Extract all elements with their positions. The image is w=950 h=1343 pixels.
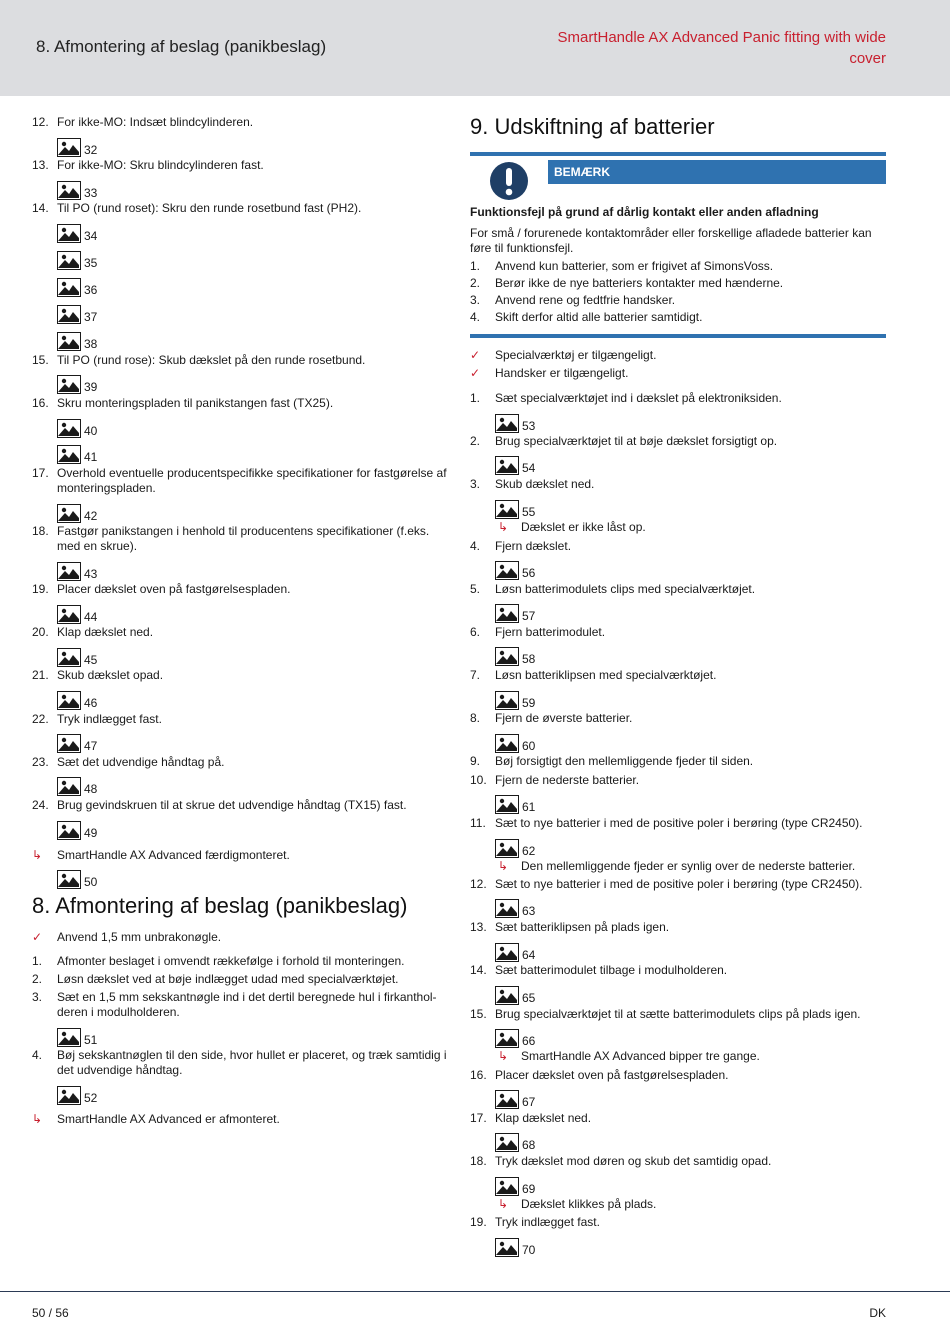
- step-number: 16.: [470, 1068, 487, 1082]
- figure-reference: [57, 331, 97, 351]
- notice-item-number: 3.: [470, 293, 481, 307]
- figure-number: 53: [522, 419, 536, 433]
- step-text: Skub dækslet opad.: [57, 668, 164, 682]
- result-item: [32, 1112, 447, 1127]
- step-text: SmartHandle AX Advanced er afmonteret.: [57, 1112, 280, 1126]
- step-item: [470, 1215, 886, 1230]
- image-icon: [495, 839, 519, 858]
- figure-number: 40: [84, 424, 98, 438]
- step-number: 5.: [470, 582, 481, 596]
- figure-reference: [57, 561, 97, 581]
- step-text: Tryk dækslet mod døren og skub det samtidig opad.: [495, 1154, 772, 1168]
- figure-reference: [57, 250, 97, 270]
- figure-reference: [57, 374, 97, 394]
- image-icon: [57, 777, 81, 796]
- notice-tag: BEMÆRK: [548, 160, 886, 184]
- step-text: Brug specialværktøjet til at sætte batterimodulets clips på plads igen.: [495, 1007, 861, 1021]
- notice-item-text: Anvend kun batterier, som er frigivet af SimonsVoss.: [495, 259, 774, 273]
- step-number: 12.: [470, 877, 487, 891]
- notice-intro: For små / forurenede kontaktområder eller forskellige afladede batterier kan føre til funktionsfejl.: [470, 226, 872, 255]
- step-item: [470, 539, 886, 554]
- notice-top-bar: [470, 152, 886, 156]
- step-text: Løsn dækslet ved at bøje indlægget udad med specialværktøjet.: [57, 972, 399, 986]
- step-number: 22.: [32, 712, 49, 726]
- notice-item-text: Anvend rene og fedtfrie handsker.: [495, 293, 676, 307]
- figure-number: 58: [522, 652, 536, 666]
- image-icon: [495, 1238, 519, 1257]
- page-header: [0, 0, 950, 96]
- figure-reference: [495, 1089, 535, 1109]
- figure-reference: [495, 1132, 535, 1152]
- figure-number: 56: [522, 566, 536, 580]
- page-number: 50 / 56: [32, 1306, 69, 1320]
- step-text: Handsker er tilgængeligt.: [495, 366, 629, 380]
- image-icon: [495, 1133, 519, 1152]
- step-number: 20.: [32, 625, 49, 639]
- product-title-line1: SmartHandle AX Advanced Panic fitting with wide: [557, 29, 886, 46]
- image-icon: [495, 1029, 519, 1048]
- step-text: Dækslet klikkes på plads.: [521, 1197, 657, 1211]
- figure-reference: [57, 820, 97, 840]
- step-item: [32, 625, 447, 640]
- image-icon: [57, 278, 81, 297]
- figure-reference: [495, 413, 535, 433]
- notice-body: [470, 226, 886, 325]
- step-text: Fjern dækslet.: [495, 539, 572, 553]
- notice-item: [470, 310, 886, 325]
- step-number: 23.: [32, 755, 49, 769]
- image-icon: [495, 986, 519, 1005]
- notice-item: [470, 276, 886, 291]
- figure-number: 42: [84, 509, 98, 523]
- figure-reference: [57, 869, 97, 889]
- figure-number: 69: [522, 1182, 536, 1196]
- step-item: [32, 466, 447, 496]
- figure-reference: [495, 794, 535, 814]
- figure-reference: [57, 223, 97, 243]
- figure-number: 32: [84, 143, 98, 157]
- step-item: [470, 582, 886, 597]
- figure-number: 36: [84, 283, 98, 297]
- figure-number: 45: [84, 653, 98, 667]
- result-arrow: ↳: [497, 520, 508, 534]
- figure-reference: [57, 503, 97, 523]
- image-icon: [495, 561, 519, 580]
- image-icon: [57, 445, 81, 464]
- result-arrow: ↳: [497, 859, 508, 873]
- step-text: Løsn batterimodulets clips med specialværktøjet.: [495, 582, 756, 596]
- figure-number: 57: [522, 609, 536, 623]
- step-item: [470, 668, 886, 683]
- step-number: 21.: [32, 668, 49, 682]
- image-icon: [495, 795, 519, 814]
- figure-reference: [57, 1085, 97, 1105]
- step-text: Anvend 1,5 mm unbrakonøgle.: [57, 930, 222, 944]
- step-number: 14.: [470, 963, 487, 977]
- step-text: Sæt en 1,5 mm sekskantnøgle ind i det dertil beregnede hul i firkanthol-deren i modulholderen.: [57, 990, 437, 1019]
- step-item: [470, 963, 886, 978]
- figure-reference: [57, 304, 97, 324]
- step-text: Den mellemliggende fjeder er synlig over de nederste batterier.: [521, 859, 856, 873]
- step-number: 13.: [470, 920, 487, 934]
- step-item: [32, 712, 447, 727]
- figure-reference: [495, 942, 535, 962]
- step-number: 18.: [32, 524, 49, 538]
- figure-number: 70: [522, 1243, 536, 1257]
- image-icon: [495, 647, 519, 666]
- step-text: For ikke-MO: Indsæt blindcylinderen.: [57, 115, 254, 129]
- section9-title: 9. Udskiftning af batterier: [470, 114, 715, 139]
- figure-reference: [495, 1028, 535, 1048]
- notice-item-text: Berør ikke de nye batteriers kontakter med hænderne.: [495, 276, 784, 290]
- figure-reference: [57, 418, 97, 438]
- step-number: 1.: [32, 954, 43, 968]
- image-icon: [57, 332, 81, 351]
- requirement-item: [470, 348, 886, 363]
- figure-number: 46: [84, 696, 98, 710]
- image-icon: [57, 251, 81, 270]
- step-item: [32, 582, 447, 597]
- step-text: Sæt batterimodulet tilbage i modulholderen.: [495, 963, 728, 977]
- step-item: [470, 625, 886, 640]
- figure-number: 39: [84, 380, 98, 394]
- step-number: 12.: [32, 115, 49, 129]
- figure-number: 50: [84, 875, 98, 889]
- notice-bottom-bar: [470, 334, 886, 338]
- step-item: [32, 201, 447, 216]
- notice-item: [470, 259, 886, 274]
- footer-divider: [0, 1291, 950, 1292]
- step-number: 13.: [32, 158, 49, 172]
- figure-number: 67: [522, 1095, 536, 1109]
- figure-reference: [495, 603, 535, 623]
- product-title-line2: cover: [849, 50, 886, 67]
- step-item: [470, 1068, 886, 1083]
- step-text: Klap dækslet ned.: [57, 625, 154, 639]
- chapter-title: 8. Afmontering af beslag (panikbeslag): [36, 37, 327, 56]
- image-icon: [57, 870, 81, 889]
- result-arrow: ↳: [497, 1049, 508, 1063]
- result-item: [470, 1197, 886, 1212]
- step-number: 11.: [470, 816, 486, 830]
- step-text: Fastgør panikstangen i henhold til producentens specifikationer (f.eks. med en skrue).: [57, 524, 430, 553]
- result-arrow: ↳: [497, 1197, 508, 1211]
- step-item: [32, 396, 447, 411]
- figure-number: 51: [84, 1033, 98, 1047]
- figure-number: 63: [522, 904, 536, 918]
- step-item: [470, 1154, 886, 1169]
- notice-item-number: 1.: [470, 259, 481, 273]
- step-number: 14.: [32, 201, 49, 215]
- figure-reference: [495, 985, 535, 1005]
- figure-number: 59: [522, 696, 536, 710]
- figure-number: 68: [522, 1138, 536, 1152]
- step-number: 17.: [470, 1111, 487, 1125]
- image-icon: [495, 414, 519, 433]
- step-number: 4.: [32, 1048, 43, 1062]
- step-item: [470, 477, 886, 492]
- step-item: [470, 754, 886, 769]
- step-text: Tryk indlægget fast.: [495, 1215, 600, 1229]
- step-item: [32, 755, 447, 770]
- notice-title: Funktionsfejl på grund af dårlig kontakt eller anden afladning: [470, 205, 819, 219]
- figure-reference: [57, 137, 97, 157]
- step-number: 6.: [470, 625, 481, 639]
- product-title: [506, 27, 886, 69]
- step-text: Til PO (rund rose): Skub dækslet på den runde rosetbund.: [57, 353, 366, 367]
- step-item: [470, 920, 886, 935]
- figure-reference: [495, 455, 535, 475]
- step-number: 1.: [470, 391, 481, 405]
- step-number: 2.: [470, 434, 481, 448]
- figure-number: 41: [84, 450, 98, 464]
- step-text: Løsn batteriklipsen med specialværktøjet.: [495, 668, 717, 682]
- step-text: Skru monteringspladen til panikstangen fast (TX25).: [57, 396, 334, 410]
- step-text: Fjern de øverste batterier.: [495, 711, 633, 725]
- step-item: [470, 434, 886, 449]
- step-text: Skub dækslet ned.: [495, 477, 595, 491]
- figure-reference: [57, 180, 97, 200]
- step-number: 3.: [470, 477, 481, 491]
- image-icon: [495, 604, 519, 623]
- step-number: 19.: [470, 1215, 487, 1229]
- step-item: [32, 668, 447, 683]
- image-icon: [495, 500, 519, 519]
- exclamation-icon: [489, 161, 529, 201]
- step-number: 24.: [32, 798, 49, 812]
- notice-item-text: Skift derfor altid alle batterier samtidigt.: [495, 310, 703, 324]
- step-item: [470, 711, 886, 726]
- step-text: SmartHandle AX Advanced færdigmonteret.: [57, 848, 290, 862]
- step-number: 3.: [32, 990, 43, 1004]
- step-text: Sæt specialværktøjet ind i dækslet på elektroniksiden.: [495, 391, 782, 405]
- figure-number: 66: [522, 1034, 536, 1048]
- figure-reference: [57, 604, 97, 624]
- image-icon: [57, 821, 81, 840]
- figure-number: 35: [84, 256, 98, 270]
- image-icon: [495, 456, 519, 475]
- result-item: [32, 848, 447, 863]
- step-number: 19.: [32, 582, 49, 596]
- figure-reference: [495, 499, 535, 519]
- figure-reference: [57, 647, 97, 667]
- step-text: Tryk indlægget fast.: [57, 712, 162, 726]
- step-number: 8.: [470, 711, 481, 725]
- language-code: DK: [869, 1306, 886, 1320]
- notice-item: [470, 293, 886, 308]
- step-item: [32, 954, 447, 969]
- image-icon: [57, 1028, 81, 1047]
- section8-title: 8. Afmontering af beslag (panikbeslag): [32, 893, 408, 918]
- figure-reference: [57, 776, 97, 796]
- figure-number: 64: [522, 948, 536, 962]
- figure-number: 47: [84, 739, 98, 753]
- figure-number: 34: [84, 229, 98, 243]
- step-text: Sæt det udvendige håndtag på.: [57, 755, 225, 769]
- step-number: 17.: [32, 466, 49, 480]
- step-text: Klap dækslet ned.: [495, 1111, 592, 1125]
- step-item: [470, 773, 886, 788]
- figure-reference: [495, 1237, 535, 1257]
- step-text: Sæt to nye batterier i med de positive poler i berøring (type CR2450).: [495, 816, 863, 830]
- notice-list: [470, 259, 886, 325]
- figure-reference: [495, 646, 535, 666]
- step-text: Til PO (rund roset): Skru den runde rosetbund fast (PH2).: [57, 201, 362, 215]
- figure-reference: [495, 690, 535, 710]
- figure-number: 49: [84, 826, 98, 840]
- figure-number: 55: [522, 505, 536, 519]
- image-icon: [57, 1086, 81, 1105]
- step-text: Bøj sekskantnøglen til den side, hvor hullet er placeret, og træk samtidig i det udvendige håndtag.: [57, 1048, 447, 1077]
- image-icon: [57, 181, 81, 200]
- step-text: Fjern batterimodulet.: [495, 625, 606, 639]
- figure-reference: [57, 733, 97, 753]
- step-text: Specialværktøj er tilgængeligt.: [495, 348, 657, 362]
- figure-reference: [495, 1176, 535, 1196]
- step-text: Placer dækslet oven på fastgørelsespladen.: [57, 582, 291, 596]
- figure-number: 33: [84, 186, 98, 200]
- step-text: Bøj forsigtigt den mellemliggende fjeder til siden.: [495, 754, 754, 768]
- step-text: Fjern de nederste batterier.: [495, 773, 640, 787]
- image-icon: [495, 899, 519, 918]
- figure-number: 65: [522, 991, 536, 1005]
- step-text: For ikke-MO: Skru blindcylinderen fast.: [57, 158, 264, 172]
- step-text: Dækslet er ikke låst op.: [521, 520, 646, 534]
- requirement-item: [32, 930, 447, 945]
- image-icon: [495, 1090, 519, 1109]
- step-number: 9.: [470, 754, 481, 768]
- image-icon: [57, 305, 81, 324]
- step-number: 15.: [32, 353, 49, 367]
- result-item: [470, 1049, 886, 1064]
- check-mark: ✓: [32, 930, 43, 944]
- figure-reference: [57, 444, 97, 464]
- step-number: 16.: [32, 396, 49, 410]
- figure-number: 62: [522, 844, 536, 858]
- notice-item-number: 4.: [470, 310, 481, 324]
- image-icon: [495, 943, 519, 962]
- step-text: Placer dækslet oven på fastgørelsespladen.: [495, 1068, 729, 1082]
- step-number: 15.: [470, 1007, 487, 1021]
- step-item: [470, 816, 886, 831]
- requirement-item: [470, 366, 886, 381]
- image-icon: [57, 605, 81, 624]
- step-item: [470, 391, 886, 406]
- result-item: [470, 859, 886, 874]
- result-item: [470, 520, 886, 535]
- step-number: 4.: [470, 539, 481, 553]
- image-icon: [57, 562, 81, 581]
- figure-number: 43: [84, 567, 98, 581]
- figure-reference: [495, 898, 535, 918]
- step-text: Sæt to nye batterier i med de positive poler i berøring (type CR2450).: [495, 877, 863, 891]
- figure-reference: [495, 560, 535, 580]
- step-item: [32, 972, 447, 987]
- step-item: [470, 1111, 886, 1126]
- figure-number: 48: [84, 782, 98, 796]
- figure-number: 38: [84, 337, 98, 351]
- step-number: 10.: [470, 773, 487, 787]
- image-icon: [57, 648, 81, 667]
- image-icon: [495, 1177, 519, 1196]
- step-item: [470, 1007, 886, 1022]
- figure-reference: [495, 838, 535, 858]
- image-icon: [57, 375, 81, 394]
- figure-reference: [57, 690, 97, 710]
- step-text: Sæt batteriklipsen på plads igen.: [495, 920, 670, 934]
- step-number: 7.: [470, 668, 481, 682]
- image-icon: [57, 419, 81, 438]
- image-icon: [57, 691, 81, 710]
- step-number: 2.: [32, 972, 43, 986]
- step-text: SmartHandle AX Advanced bipper tre gange.: [521, 1049, 760, 1063]
- image-icon: [57, 138, 81, 157]
- notice-item-number: 2.: [470, 276, 481, 290]
- step-item: [32, 524, 447, 554]
- step-item: [32, 798, 447, 813]
- figure-reference: [57, 277, 97, 297]
- figure-number: 60: [522, 739, 536, 753]
- step-text: Brug specialværktøjet til at bøje dækslet forsigtigt op.: [495, 434, 778, 448]
- image-icon: [495, 734, 519, 753]
- figure-number: 61: [522, 800, 536, 814]
- step-text: Overhold eventuelle producentspecifikke specifikationer for fastgørelse af monteringspladen.: [57, 466, 447, 495]
- step-number: 18.: [470, 1154, 487, 1168]
- figure-reference: [495, 733, 535, 753]
- check-mark: ✓: [470, 366, 481, 380]
- figure-number: 44: [84, 610, 98, 624]
- image-icon: [57, 504, 81, 523]
- figure-number: 52: [84, 1091, 98, 1105]
- check-mark: ✓: [470, 348, 481, 362]
- step-item: [32, 158, 447, 173]
- image-icon: [495, 691, 519, 710]
- step-text: Afmonter beslaget i omvendt rækkefølge i forhold til monteringen.: [57, 954, 405, 968]
- figure-number: 54: [522, 461, 536, 475]
- step-item: [470, 877, 886, 892]
- step-text: Brug gevindskruen til at skrue det udvendige håndtag (TX15) fast.: [57, 798, 407, 812]
- step-item: [32, 353, 447, 368]
- figure-number: 37: [84, 310, 98, 324]
- step-item: [32, 115, 447, 130]
- figure-reference: [57, 1027, 97, 1047]
- image-icon: [57, 734, 81, 753]
- step-item: [32, 1048, 447, 1078]
- result-arrow: ↳: [32, 1112, 43, 1126]
- image-icon: [57, 224, 81, 243]
- result-arrow: ↳: [32, 848, 43, 862]
- step-item: [32, 990, 447, 1020]
